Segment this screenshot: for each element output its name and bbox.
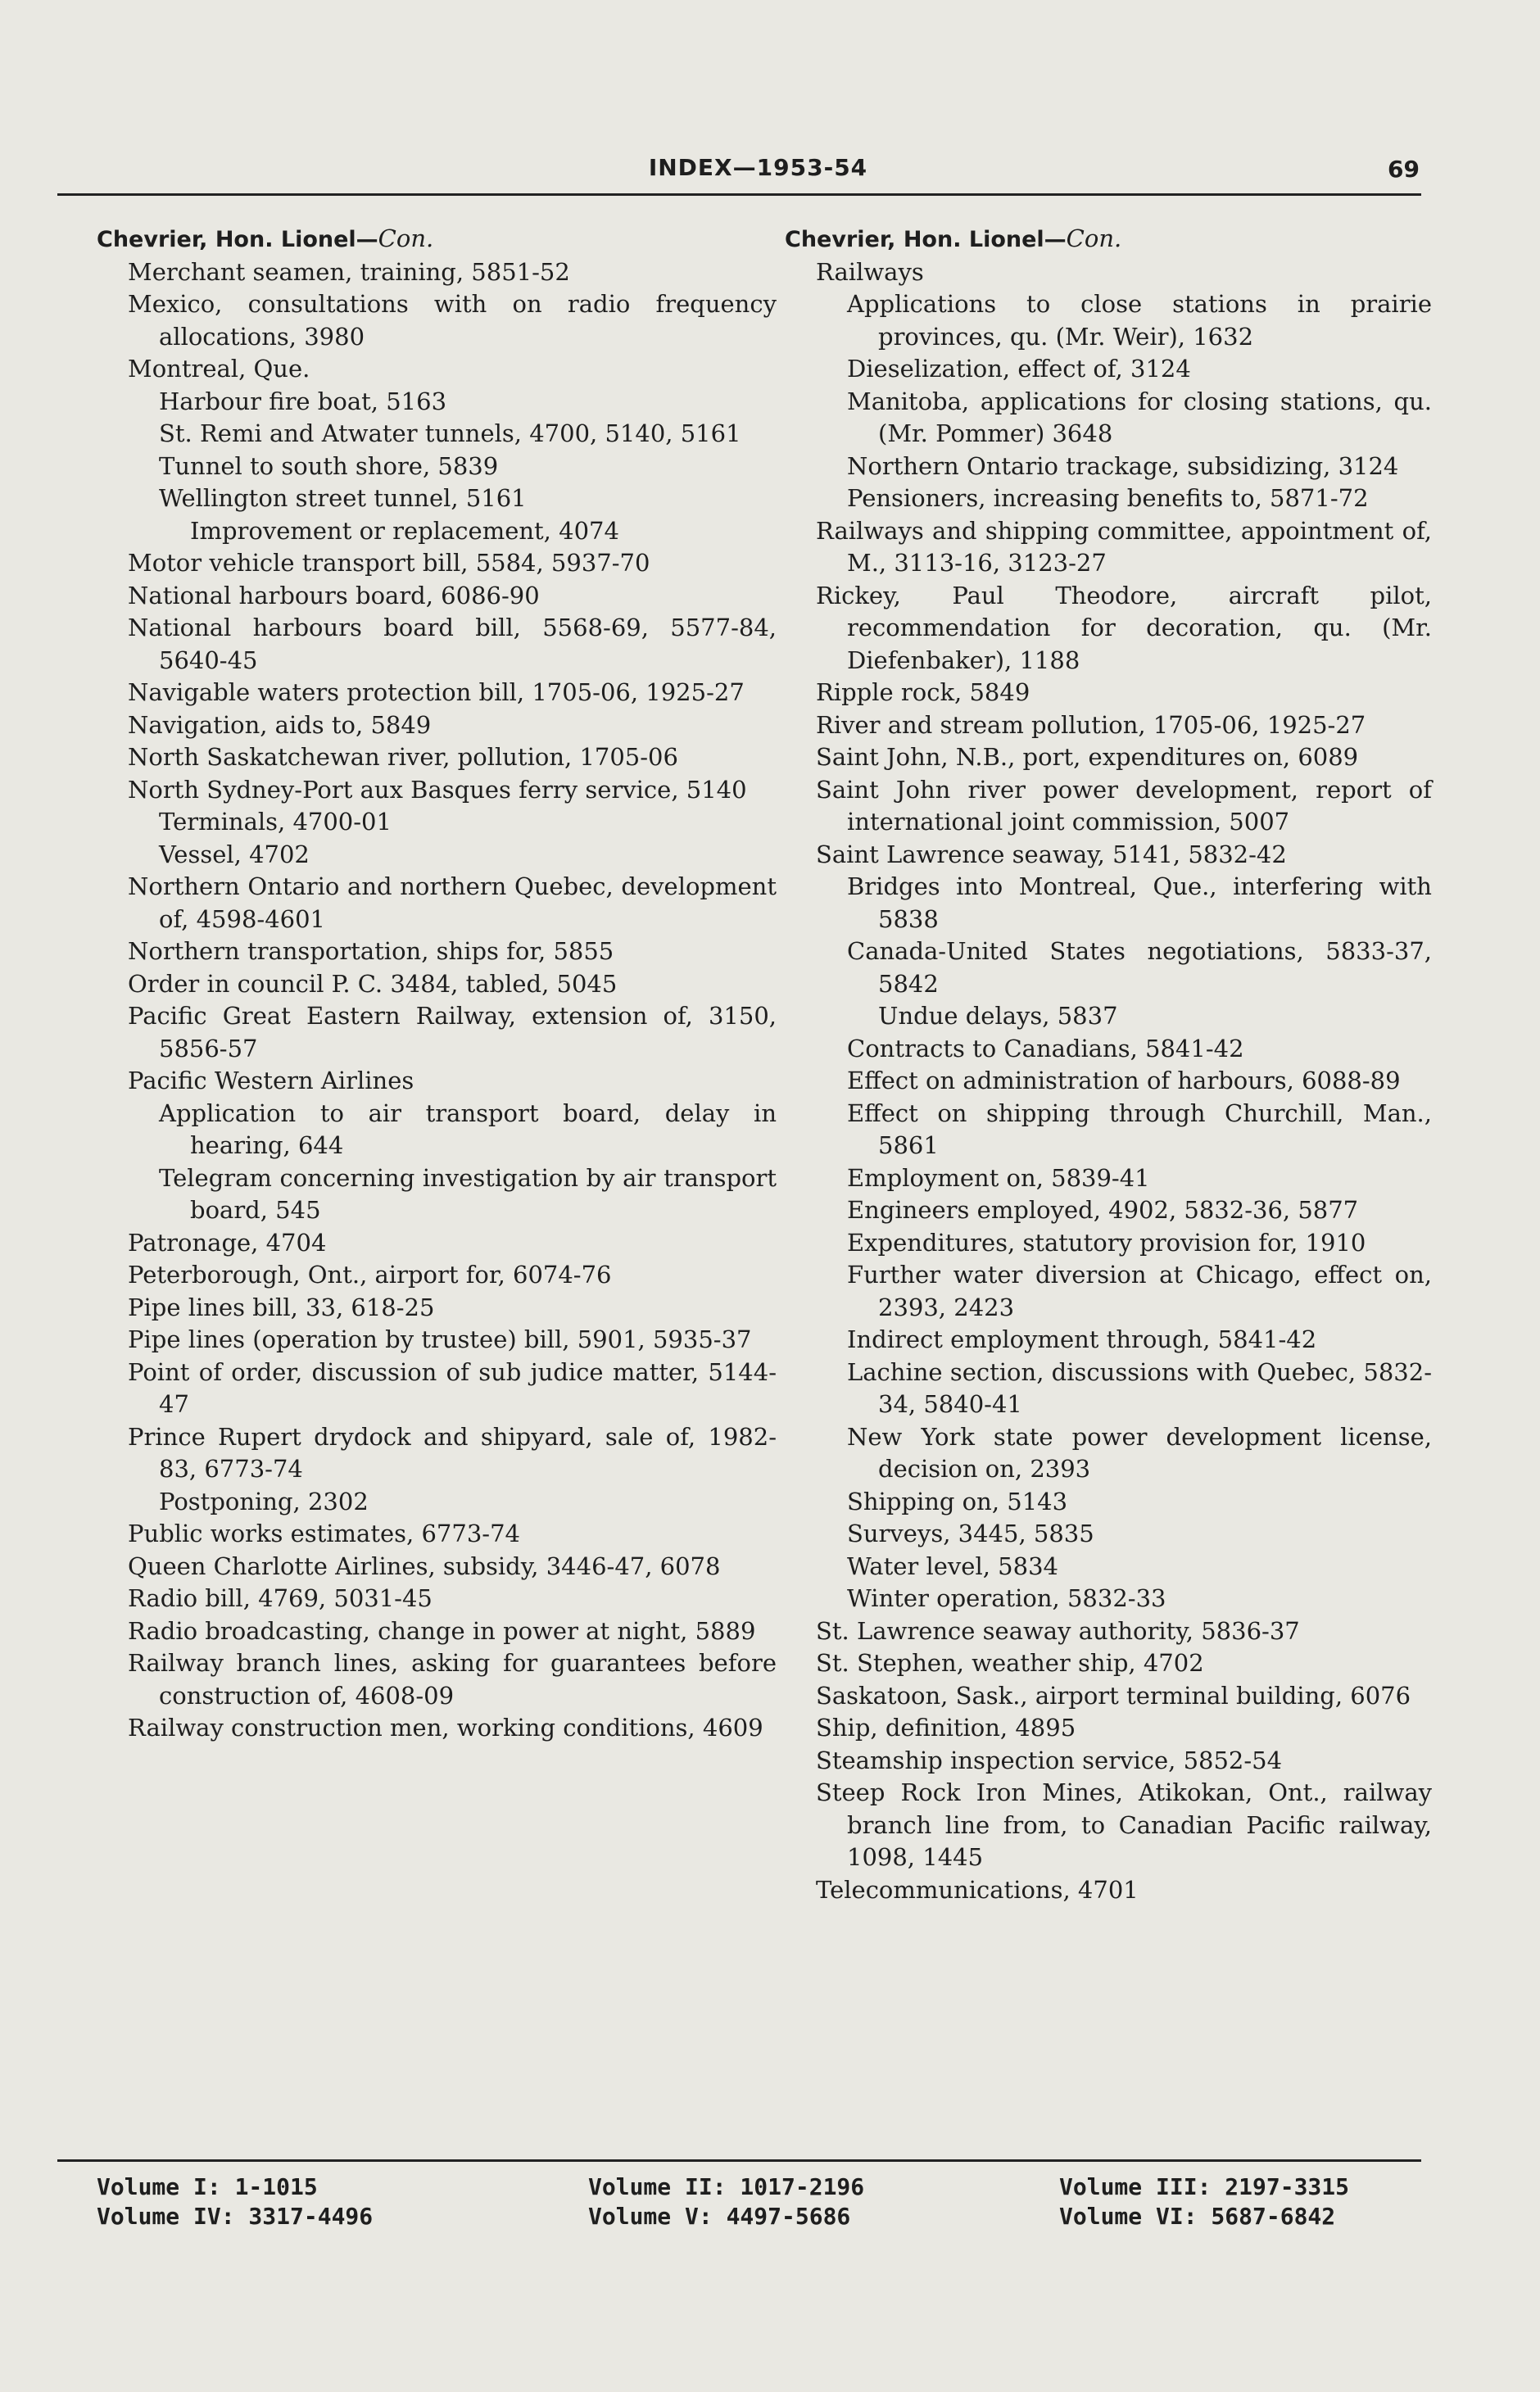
index-entry: Surveys, 3445, 5835 — [847, 1520, 1094, 1547]
index-entry: Water level, 5834 — [847, 1552, 1058, 1580]
index-entry: Railway branch lines, asking for guarantees before construction of, 4608-09 — [128, 1649, 777, 1710]
index-entry: Mexico, consultations with on radio frequency allocations, 3980 — [128, 290, 777, 351]
index-entry: St. Stephen, weather ship, 4702 — [816, 1649, 1204, 1677]
index-entry: Pacific Great Eastern Railway, extension of, 3150, 5856-57 — [128, 1002, 777, 1062]
index-entry: Navigation, aids to, 5849 — [128, 710, 432, 739]
index-entry: Motor vehicle transport bill, 5584, 5937-70 — [128, 549, 650, 577]
index-entry: Contracts to Canadians, 5841-42 — [847, 1034, 1244, 1062]
index-entry: River and stream pollution, 1705-06, 1925-27 — [816, 710, 1366, 739]
index-entry: Peterborough, Ont., airport for, 6074-76 — [128, 1261, 612, 1289]
index-entry: Queen Charlotte Airlines, subsidy, 3446-47, 6078 — [128, 1552, 721, 1580]
index-entry: Northern transportation, ships for, 5855 — [128, 937, 614, 965]
header-rule — [57, 193, 1421, 196]
index-entry: Canada-United States negotiations, 5833-37, 5842 — [847, 937, 1432, 998]
index-entry: Manitoba, applications for closing stations, qu. (Mr. Pommer) 3648 — [847, 387, 1432, 447]
index-entry: Saint John, N.B., port, expenditures on, 6089 — [816, 743, 1359, 771]
index-entry: North Saskatchewan river, pollution, 1705-06 — [128, 743, 678, 771]
right-column-heading — [785, 223, 1432, 256]
left-entry-list — [97, 256, 777, 1745]
index-entry: Pacific Western Airlines — [128, 1067, 414, 1094]
index-entry: Wellington street tunnel, 5161 — [159, 484, 527, 512]
index-entry: Shipping on, 5143 — [847, 1487, 1068, 1515]
volume-range: Volume I: 1-1015 — [97, 2173, 318, 2200]
index-entry: Northern Ontario and northern Quebec, development of, 4598-4601 — [128, 872, 777, 933]
index-entry: Effect on shipping through Churchill, Man., 5861 — [847, 1099, 1432, 1159]
index-entry: Pensioners, increasing benefits to, 5871-72 — [847, 484, 1369, 512]
index-entry: Improvement or replacement, 4074 — [190, 516, 619, 545]
heading-name: Chevrier, Hon. Lionel— — [97, 227, 378, 252]
index-entry: Engineers employed, 4902, 5832-36, 5877 — [847, 1196, 1359, 1224]
right-entry-list — [785, 256, 1432, 1907]
index-entry: Railways and shipping committee, appointment of, M., 3113-16, 3123-27 — [816, 516, 1432, 577]
index-entry: Further water diversion at Chicago, effect on, 2393, 2423 — [847, 1261, 1432, 1321]
volume-range: Volume II: 1017-2196 — [588, 2173, 865, 2200]
left-column-heading — [97, 223, 777, 256]
footer-col-2 — [588, 2172, 864, 2231]
index-entry: Dieselization, effect of, 3124 — [847, 355, 1191, 383]
index-entry: Pipe lines bill, 33, 618-25 — [128, 1293, 435, 1321]
heading-continued: Con. — [378, 224, 434, 252]
index-entry: Saskatoon, Sask., airport terminal building, 6076 — [816, 1681, 1411, 1710]
index-entry: Winter operation, 5832-33 — [847, 1584, 1166, 1612]
index-entry: National harbours board bill, 5568-69, 5577-84, 5640-45 — [128, 614, 777, 674]
volume-range: Volume III: 2197-3315 — [1059, 2173, 1350, 2200]
index-entry: Public works estimates, 6773-74 — [128, 1520, 520, 1547]
footer-col-3 — [1059, 2172, 1349, 2231]
index-entry: Merchant seamen, training, 5851-52 — [128, 257, 570, 286]
index-entry: Lachine section, discussions with Quebec, 5832-34, 5840-41 — [847, 1357, 1432, 1418]
index-entry: Terminals, 4700-01 — [159, 808, 392, 836]
index-entry: Harbour fire boat, 5163 — [159, 387, 447, 415]
volume-range: Volume IV: 3317-4496 — [97, 2203, 374, 2230]
index-entry: Navigable waters protection bill, 1705-06, 1925-27 — [128, 678, 745, 706]
heading-continued: Con. — [1066, 224, 1122, 252]
index-entry: Railway construction men, working conditions, 4609 — [128, 1714, 763, 1742]
index-entry: Expenditures, statutory provision for, 1910 — [847, 1228, 1366, 1257]
left-column — [97, 223, 777, 1745]
footer-rule — [57, 2159, 1421, 2162]
volume-footer — [97, 2172, 1424, 2238]
index-entry: Employment on, 5839-41 — [847, 1163, 1150, 1192]
index-entry: Bridges into Montreal, Que., interfering with 5838 — [847, 872, 1432, 933]
index-entry: Ripple rock, 5849 — [816, 678, 1030, 706]
index-entry: Telegram concerning investigation by air transport board, 545 — [159, 1163, 777, 1224]
index-entry: Pipe lines (operation by trustee) bill, 5901, 5935-37 — [128, 1325, 752, 1353]
index-entry: Montreal, Que. — [128, 355, 310, 383]
page-number: 69 — [1388, 156, 1420, 183]
index-entry: Rickey, Paul Theodore, aircraft pilot, recommendation for decoration, qu. (Mr. Diefenbaker), 1188 — [816, 581, 1432, 674]
volume-range: Volume V: 4497-5686 — [588, 2203, 851, 2230]
index-entry: St. Remi and Atwater tunnels, 4700, 5140, 5161 — [159, 419, 741, 447]
index-entry: Radio broadcasting, change in power at night, 5889 — [128, 1616, 756, 1645]
index-entry: Applications to close stations in prairie provinces, qu. (Mr. Weir), 1632 — [847, 290, 1432, 351]
index-entry: Point of order, discussion of sub judice matter, 5144-47 — [128, 1357, 777, 1418]
index-entry: Postponing, 2302 — [159, 1487, 369, 1515]
page-title: INDEX—1953-54 — [648, 154, 868, 181]
index-entry: Order in council P. C. 3484, tabled, 5045 — [128, 969, 618, 998]
heading-name: Chevrier, Hon. Lionel— — [785, 227, 1067, 252]
index-entry: Ship, definition, 4895 — [816, 1714, 1076, 1742]
index-entry: Saint Lawrence seaway, 5141, 5832-42 — [816, 840, 1287, 868]
index-entry: National harbours board, 6086-90 — [128, 581, 540, 609]
index-entry: Application to air transport board, delay in hearing, 644 — [159, 1099, 777, 1159]
index-entry: Undue delays, 5837 — [878, 1002, 1118, 1030]
index-entry: Radio bill, 4769, 5031-45 — [128, 1584, 433, 1612]
index-entry: Northern Ontario trackage, subsidizing, 3124 — [847, 451, 1399, 480]
index-entry: Steamship inspection service, 5852-54 — [816, 1746, 1283, 1774]
index-entry: New York state power development license, decision on, 2393 — [847, 1422, 1432, 1483]
index-entry: North Sydney-Port aux Basques ferry service, 5140 — [128, 775, 747, 804]
footer-col-1 — [97, 2172, 373, 2231]
index-entry: St. Lawrence seaway authority, 5836-37 — [816, 1616, 1300, 1645]
index-entry: Prince Rupert drydock and shipyard, sale of, 1982-83, 6773-74 — [128, 1422, 777, 1483]
index-entry: Telecommunications, 4701 — [816, 1875, 1139, 1904]
index-entry: Effect on administration of harbours, 6088-89 — [847, 1067, 1401, 1094]
volume-range: Volume VI: 5687-6842 — [1059, 2203, 1336, 2230]
page-header — [97, 154, 1420, 195]
index-entry: Railways — [816, 257, 924, 286]
index-entry: Tunnel to south shore, 5839 — [159, 451, 499, 480]
index-entry: Indirect employment through, 5841-42 — [847, 1325, 1317, 1353]
right-column — [785, 223, 1432, 1906]
index-entry: Vessel, 4702 — [159, 840, 310, 868]
index-entry: Patronage, 4704 — [128, 1228, 327, 1257]
index-entry: Saint John river power development, report of international joint commission, 5007 — [816, 775, 1432, 836]
index-entry: Steep Rock Iron Mines, Atikokan, Ont., railway branch line from, to Canadian Pacific railway, 1098, 1445 — [816, 1778, 1432, 1871]
